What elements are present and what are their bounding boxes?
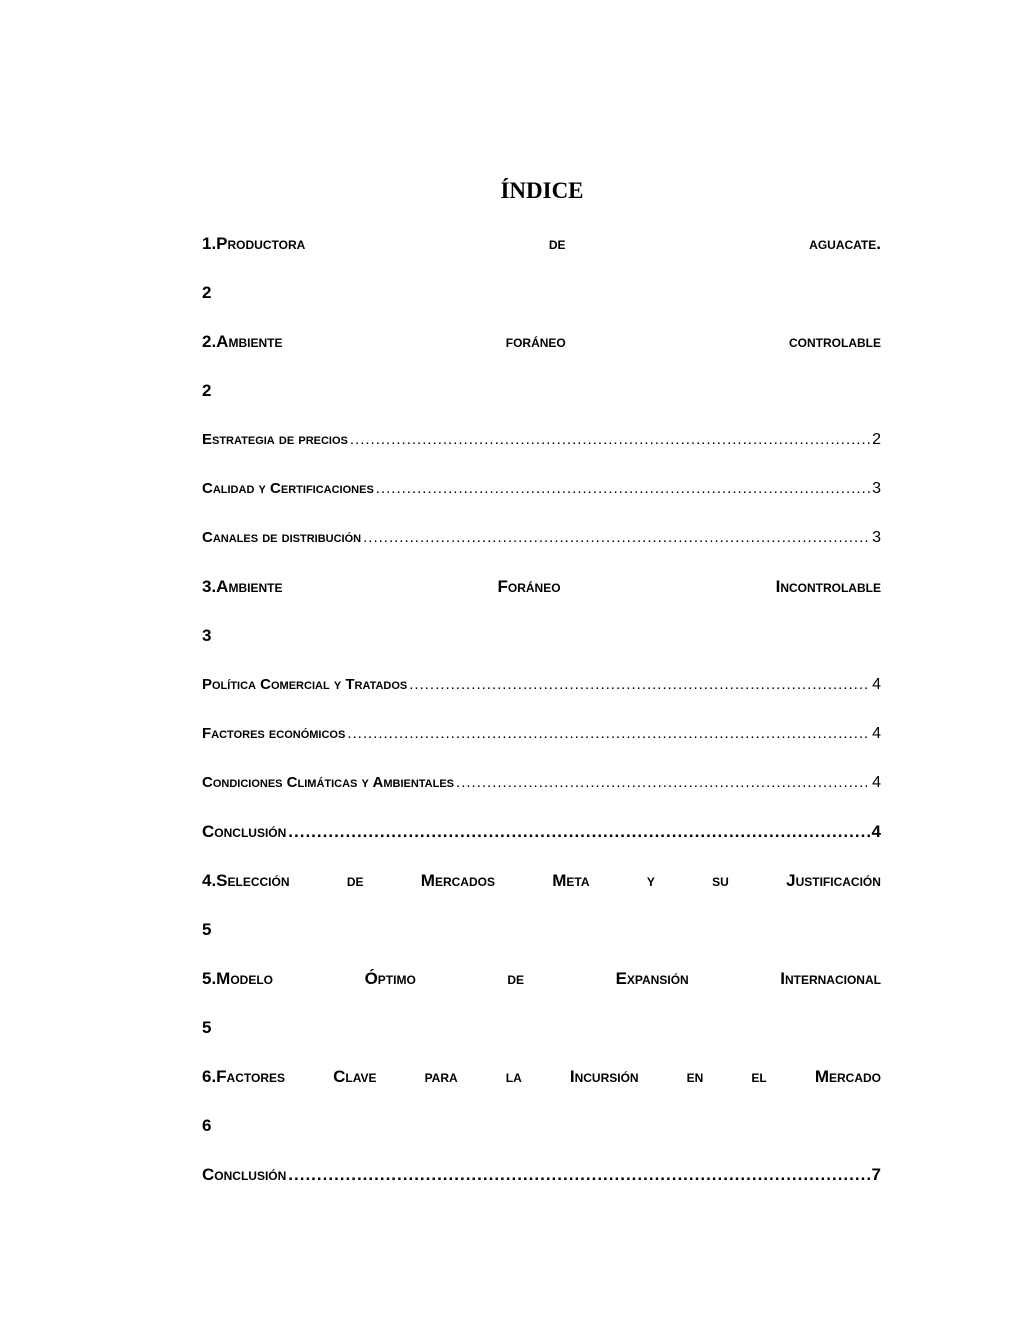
toc-word: para	[424, 1067, 458, 1086]
dot-leader	[347, 723, 870, 745]
toc-entry-label: Política Comercial y Tratados	[202, 676, 408, 693]
toc-entry-ambiente-controlable[interactable]	[202, 331, 881, 353]
toc-entry-label: Calidad y Certificaciones	[202, 480, 374, 497]
toc-page-number: 4	[872, 725, 881, 742]
toc-page-number: 7	[871, 1165, 881, 1184]
toc-page-number: 3	[872, 529, 881, 546]
toc-page-number: 4	[872, 774, 881, 791]
toc-entry-label: Conclusión	[202, 822, 287, 841]
toc-page-number: 2	[202, 381, 212, 400]
toc-entry-estrategia-precios[interactable]	[202, 429, 881, 451]
toc-word: Mercados	[420, 871, 495, 890]
toc-entry-politica-comercial[interactable]	[202, 674, 881, 696]
toc-entry-calidad[interactable]	[202, 478, 881, 500]
dot-leader	[376, 478, 870, 500]
toc-word: 4.Selección	[202, 871, 290, 890]
toc-entry-conclusion-1[interactable]	[202, 821, 881, 843]
toc-word: 5.Modelo	[202, 969, 274, 988]
toc-entry-label: Conclusión	[202, 1165, 287, 1184]
toc-word: de	[507, 969, 525, 988]
toc-word: de	[548, 234, 566, 253]
toc-page-number: 3	[202, 626, 212, 645]
toc-word: Clave	[333, 1067, 377, 1086]
dot-leader	[409, 674, 870, 696]
toc-entry-factores-economicos[interactable]	[202, 723, 881, 745]
toc-word: 6.Factores	[202, 1067, 286, 1086]
toc-word: Mercado	[814, 1067, 881, 1086]
toc-entry-label: Estrategia de precios	[202, 431, 348, 448]
toc-word: 1.Productora	[202, 234, 306, 253]
dot-leader	[350, 429, 870, 451]
toc-entry-ambiente-incontrolable[interactable]	[202, 576, 881, 598]
toc-word: Meta	[552, 871, 590, 890]
toc-page-number: 2	[202, 283, 212, 302]
toc-entry-condiciones-climaticas[interactable]	[202, 772, 881, 794]
toc-word: aguacate.	[809, 234, 881, 253]
toc-word: su	[712, 871, 729, 890]
toc-word: 3.Ambiente	[202, 577, 283, 596]
toc-page-number: 3	[872, 480, 881, 497]
toc-entry-factores-clave[interactable]	[202, 1066, 881, 1088]
toc-word: foráneo	[505, 332, 566, 351]
toc-word: y	[646, 871, 655, 890]
toc-word: el	[751, 1067, 767, 1086]
toc-page-number: 5	[202, 1018, 212, 1037]
toc-word: 2.Ambiente	[202, 332, 283, 351]
toc-entry-label: Canales de distribución	[202, 529, 362, 546]
toc-page-number: 4	[872, 676, 881, 693]
toc-entry-modelo-expansion[interactable]	[202, 968, 881, 990]
toc-word: Incontrolable	[775, 577, 881, 596]
toc-page-number: 4	[871, 822, 881, 841]
toc-entry-canales[interactable]	[202, 527, 881, 549]
toc-entry-seleccion-mercados[interactable]	[202, 870, 881, 892]
toc-word: Foráneo	[497, 577, 561, 596]
dot-leader	[363, 527, 870, 549]
toc-word: en	[686, 1067, 704, 1086]
toc-page-number: 6	[202, 1116, 212, 1135]
toc-word: la	[505, 1067, 522, 1086]
toc-entry-productora[interactable]	[202, 233, 881, 255]
toc-entry-label: Factores económicos	[202, 725, 346, 742]
dot-leader	[288, 821, 869, 843]
toc-word: Justificación	[786, 871, 881, 890]
toc-word: controlable	[789, 332, 881, 351]
toc-word: Internacional	[780, 969, 881, 988]
toc-word: Incursión	[569, 1067, 639, 1086]
dot-leader	[288, 1164, 869, 1186]
toc-entry-label: Condiciones Climáticas y Ambientales	[202, 774, 455, 791]
toc-word: de	[346, 871, 364, 890]
page-title: ÍNDICE	[500, 178, 584, 203]
toc-page-number: 2	[872, 431, 881, 448]
toc-word: Óptimo	[364, 969, 416, 988]
dot-leader	[456, 772, 870, 794]
toc-entry-conclusion-2[interactable]	[202, 1164, 881, 1186]
toc-page-number: 5	[202, 920, 212, 939]
toc-word: Expansión	[615, 969, 689, 988]
